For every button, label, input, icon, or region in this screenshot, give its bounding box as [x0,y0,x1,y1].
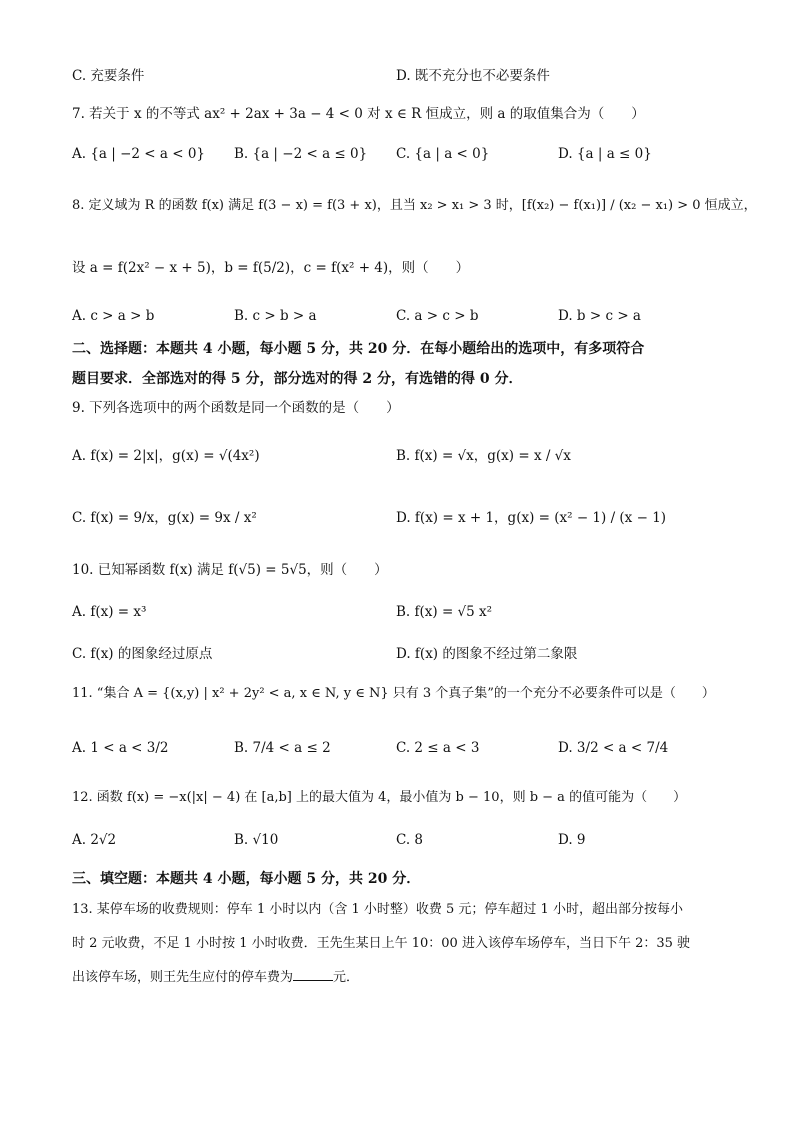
question-8: 8. 定义域为 R 的函数 f(x) 满足 f(3 − x) = f(3 + x)，且当 x₂ > x₁ > 3 时，[f(x₂) − f(x₁)] / (x₂ − x₁) > 0 恒成立， [72,198,757,213]
q12-option-d: D. 9 [558,832,586,848]
q6-option-d: D. 既不充分也不必要条件 [396,68,550,84]
q9-option-b: B. f(x) = √x，g(x) = x / √x [396,448,571,464]
question-13-line-3 [72,966,359,988]
q12-option-b: B. √10 [234,832,279,848]
q11-option-d: D. 3/2 < a < 7/4 [558,740,669,756]
question-11: 11. “集合 A = {(x,y) | x² + 2y² < a, x ∈ N, y ∈ N} 只有 3 个真子集”的一个充分不必要条件可以是（ ） [72,686,715,701]
q8-option-d: D. b > c > a [558,308,641,324]
q9-option-a: A. f(x) = 2|x|，g(x) = √(4x²) [72,448,260,464]
question-9: 9. 下列各选项中的两个函数是同一个函数的是（ ） [72,400,400,416]
q10-option-a: A. f(x) = x³ [72,604,147,620]
q9-option-d: D. f(x) = x + 1，g(x) = (x² − 1) / (x − 1) [396,510,667,526]
q8-option-c: C. a > c > b [396,308,479,324]
q7-option-d: D. {a | a ≤ 0} [558,146,652,162]
question-10: 10. 已知幂函数 f(x) 满足 f(√5) = 5√5，则（ ） [72,562,388,578]
q6-option-c: C. 充要条件 [72,68,145,84]
section-2-heading-cont: 题目要求．全部选对的得 5 分，部分选对的得 2 分，有选错的得 0 分． [72,371,523,387]
q7-option-c: C. {a | a < 0} [396,146,490,162]
q11-option-a: A. 1 < a < 3/2 [72,740,169,756]
q12-option-c: C. 8 [396,832,424,848]
question-12: 12. 函数 f(x) = −x(|x| − 4) 在 [a,b] 上的最大值为 4，最小值为 b − 10，则 b − a 的值可能为（ ） [72,790,687,805]
q9-option-c: C. f(x) = 9/x，g(x) = 9x / x² [72,510,257,526]
q12-option-a: A. 2√2 [72,832,117,848]
q11-option-b: B. 7/4 < a ≤ 2 [234,740,331,756]
answer-blank [293,966,333,981]
question-13-line-1: 13. 某停车场的收费规则：停车 1 小时以内（含 1 小时整）收费 5 元；停车超过 1 小时，超出部分按每小 [72,902,683,917]
question-13-line-2: 时 2 元收费，不足 1 小时按 1 小时收费．王先生某日上午 10：00 进入该停车场停车，当日下午 2：35 驶 [72,936,691,951]
q10-option-d: D. f(x) 的图象不经过第二象限 [396,646,578,662]
q8-option-a: A. c > a > b [72,308,155,324]
question-7: 7. 若关于 x 的不等式 ax² + 2ax + 3a − 4 < 0 对 x ∈ R 恒成立，则 a 的取值集合为（ ） [72,106,645,122]
section-3-heading: 三、填空题：本题共 4 小题，每小题 5 分，共 20 分． [72,871,421,887]
q7-option-a: A. {a | −2 < a < 0} [72,146,206,162]
question-8-cont: 设 a = f(2x² − x + 5)，b = f(5/2)，c = f(x² + 4)，则（ ） [72,260,470,276]
q10-option-b: B. f(x) = √5 x² [396,604,493,620]
section-2-heading: 二、选择题：本题共 4 小题，每小题 5 分，共 20 分．在每小题给出的选项中，有多项符合 [72,341,645,357]
question-13-unit: 元． [333,970,360,985]
q7-option-b: B. {a | −2 < a ≤ 0} [234,146,368,162]
q11-option-c: C. 2 ≤ a < 3 [396,740,480,756]
q10-option-c: C. f(x) 的图象经过原点 [72,646,213,662]
question-13-text: 出该停车场，则王先生应付的停车费为 [72,970,294,985]
q8-option-b: B. c > b > a [234,308,317,324]
